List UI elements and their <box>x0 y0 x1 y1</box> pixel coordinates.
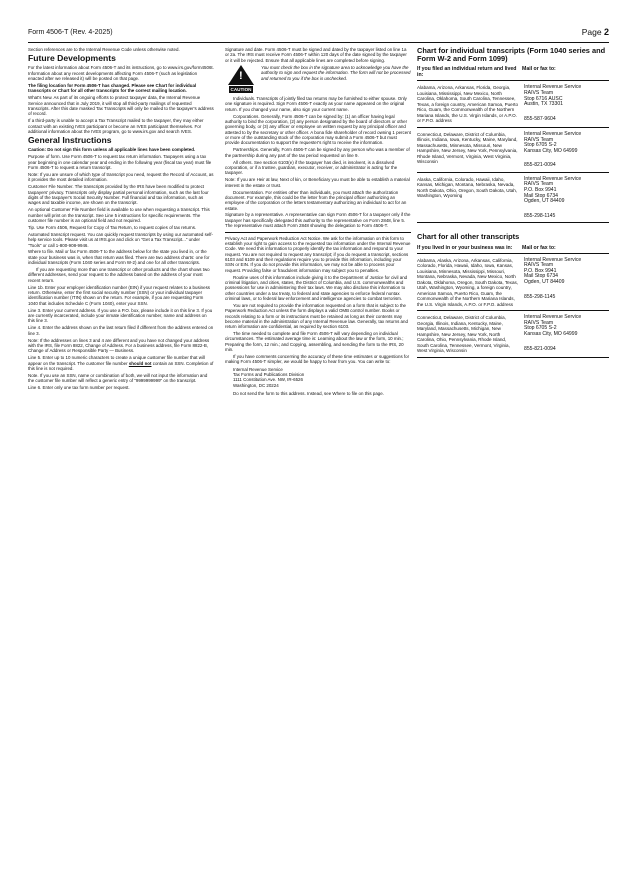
chart-individual-title: Chart for individual transcripts (Form 1040 series and Form W-2 and Form 1099) <box>417 46 606 64</box>
filing-location-note: The filing location for Form 4506-T has changed. Please see Chart for individual transcripts or Chart for all other transcripts for the correct mailing location. <box>28 83 197 94</box>
chart-individual-header <box>417 66 609 81</box>
where-to-file-multiple: If you are requesting more than one transcript or other products and the chart shows two different addresses, send your request to the address based on the address of your most recent return. <box>28 267 210 283</box>
note-address-change: Note: If the addresses on lines 3 and 4 are different and you have not changed your address with the IRS, file Form 8822, Change of Address. For a business address, file Form 8822-B, Change of Address or Responsible Party — Business. <box>28 337 210 354</box>
line-4-paragraph: Line 4. Enter the address shown on the last return filed if different from the address entered on line 3. <box>28 325 214 336</box>
customer-file-number-optional: An optional Customer File Number field is available to use when requesting a transcript. This number will print on the transcript. See Line 5 instructions for specific requirements. The customer file number is an optional field and not required. <box>28 207 210 223</box>
address-line: 1111 Constitution Ave. NW, IR-6526 <box>233 377 303 383</box>
address-line: Internal Revenue Service <box>524 175 582 182</box>
address-line: Ogden, UT 84409 <box>524 198 565 205</box>
intro-text: Section references are to the Internal Revenue Code unless otherwise noted. <box>28 47 180 52</box>
not-required-paragraph: You are not required to provide the information requested on a form that is subject to the Paperwork Reduction Act unless the form displays a valid OMB control number. Books or records relating to a form or its instructions must be retained as long as their contents may become material in the administration of any Internal Revenue law. Generally, tax returns and return information are confidential, as required by section 6103. <box>225 302 408 330</box>
purpose-paragraph: Purpose of form. Use Form 4506-T to request tax return information. Taxpayers using a tax year beginning in one calendar year and ending in the following year (fiscal tax year) must file Form 4506-T to request a return transcript. <box>28 154 212 171</box>
page-word: Page <box>581 27 602 37</box>
address-line: Stop 6705 S-2 <box>524 142 557 149</box>
column-right <box>417 47 609 361</box>
form-id: Form 4506-T (Rev. 4-2025) <box>28 29 113 36</box>
address-line: Kansas City, MO 64999 <box>524 330 578 337</box>
address-line: Ogden, UT 84409 <box>524 279 565 286</box>
states-list: Alaska, California, Colorado, Hawaii, Idaho, Kansas, Michigan, Montana, Nebraska, Nevada, North Dakota, Ohio, Oregon, South Dakota, Utah, Washington, Wyoming <box>417 176 518 199</box>
documentation-paragraph: Documentation. For entities other than individuals, you must attach the authorization document. For example, this could be the letter from the principal officer authorizing an employee of the corporation or the letters testamentary authorizing an individual to act for an estate. <box>225 189 407 211</box>
address-line: Internal Revenue Service <box>524 130 582 137</box>
caution-block <box>225 65 411 93</box>
fax-number: 855-298-1145 <box>524 212 556 219</box>
fax-number: 855-587-9604 <box>524 115 556 122</box>
note-heir: Note: If you are Heir at law, Next of kin, or Beneficiary you must be able to establish a material interest in the estate or trust. <box>225 177 410 188</box>
note-record-of-account: Note: If you are unsure of which type of transcript you need, request the Record of Account, as it provides the most detailed information. <box>28 172 214 183</box>
address-line: Internal Revenue Service <box>233 366 283 372</box>
fax-number: 855-821-0094 <box>524 345 556 352</box>
mail-address <box>520 85 609 124</box>
address-line: Austin, TX 73301 <box>524 101 563 108</box>
chart-other-row <box>417 257 609 312</box>
address-line: P.O. Box 9941 <box>524 267 557 274</box>
line-5-emphasis: should not <box>128 360 152 366</box>
address-line: RAIVS Team <box>524 181 554 188</box>
line-1b-paragraph: Line 1b. Enter your employer identification number (EIN) if your request relates to a business return. Otherwise, enter the first social security number (SSN) or your individual taxpayer identification number (ITIN) shown on the return. For example, if you are requesting Form 1040 that includes Schedule C (Form 1040), enter your SSN. <box>28 284 211 306</box>
page-header <box>28 29 609 41</box>
address-line: Mail Stop 6734 <box>524 192 558 199</box>
chart-other-header <box>417 245 609 254</box>
states-list: Connecticut, Delaware, District of Columbia, Georgia, Illinois, Indiana, Kentucky, Maine, Maryland, Massachusetts, Michigan, New Hampshire, New Jersey, New York, North Carolina, Ohio, Pennsylvania, Rhode Island, South Carolina, Tennessee, Vermont, Virginia, West Virginia, Wisconsin <box>417 315 510 354</box>
page-num: 2 <box>603 27 609 37</box>
mail-address <box>520 258 609 308</box>
caution-label: CAUTION <box>230 87 252 93</box>
future-developments-title: Future Developments <box>28 52 116 63</box>
caution-text: You must check the box in the signature area to acknowledge you have the authority to sign and request the information. The form will not be processed and returned to you if the box is unchecked. <box>261 65 411 81</box>
chart-individual-row <box>417 84 609 128</box>
partnerships-paragraph: Partnerships. Generally, Form 4506-T can be signed by any person who was a member of the partnership during any part of the tax period requested on line 9. <box>225 147 410 158</box>
all-others-paragraph: All others. See section 6103(e) if the taxpayer has died, is insolvent, is a dissolved corporation, or if a trustee, guardian, executor, receiver, or administrator is acting for the taxpayer. <box>225 159 398 176</box>
time-estimate-paragraph: The time needed to complete and file Form 4506-T will vary depending on individual circumstances. The estimated average time is: Learning about the law or the form, 10 min.; Preparing the form, 12 min.; and Copying, assembling, and sending the form to the IRS, 20 min. <box>225 331 404 353</box>
privacy-act-section <box>225 232 411 397</box>
states-list: Connecticut, Delaware, District of Columbia, Illinois, Indiana, Iowa, Kentucky, Maine, Maryland, Massachusetts, Minnesota, Missouri, New Hampshire, New Jersey, New York, Pennsylvania, Rhode Island, Vermont, Virginia, West Virginia, Wisconsin <box>417 131 518 165</box>
chart-individual-row <box>417 131 609 173</box>
page-number <box>582 27 609 37</box>
individuals-paragraph: Individuals. Transcripts of jointly filed tax returns may be furnished to either spouse. Only one signature is required. Sign Form 4506-T exactly as your name appeared on the original return. If you changed your name, also sign your current name. <box>225 96 407 112</box>
signature-representative-paragraph: Signature by a representative. A representative can sign Form 4506-T for a taxpayer only if the taxpayer has specifically delegated this authority to the representative on Form 2848, line 5. The representative must attach Form 2848 showing the delegation to Form 4506-T. <box>225 212 411 229</box>
address-line: RAIVS Team <box>524 136 554 143</box>
do-not-send-paragraph: Do not send the form to this address. Instead, see Where to file on this page. <box>233 391 384 397</box>
where-to-file-paragraph: Where to file. Mail or fax Form 4506-T to the address below for the state you lived in, or the state your business was in, when that return was filed. There are two address charts: one for individual transcripts (Form 1040 series and Form W-2) and one for all other transcripts. <box>28 249 210 266</box>
general-instructions-title: General Instructions <box>28 134 112 145</box>
tip-paragraph: Tip. Use Form 4506, Request for Copy of Tax Return, to request copies of tax returns. <box>28 224 197 230</box>
signature-paragraph: Signature and date. Form 4506-T must be signed and dated by the taxpayer listed on line 1a or 2a. The IRS must receive Form 4506-T within 120 days of the date signed by the taxpayer or it will be rejected. Ensure that all applicable lines are completed before signing. <box>225 47 407 63</box>
chart-other-title: Chart for all other transcripts <box>417 232 520 242</box>
corporations-paragraph: Corporations. Generally, Form 4506-T can be signed by: (1) an officer having legal authority to bind the corporation, (2) any person designated by the board of directors or other governing body, or (3) any officer or employee on written request by any principal officer and attested to by the secretary or other officer. A bona fide shareholder of record owning 1 percent or more of the outstanding stock of the corporation may submit a Form 4506-T but must provide documentation to support the requester's right to receive the information. <box>225 113 411 146</box>
chart-individual-header-mail: Mail or fax to: <box>522 66 556 73</box>
automated-request-paragraph: Automated transcript request. You can quickly request transcripts by using our automated self-help service tools. Please visit us at IRS.gov and click on "Get a Tax Transcript..." under "Tools" or call 1-800-908-9946. <box>28 231 213 248</box>
chart-other-header-mail: Mail or fax to: <box>522 244 556 251</box>
caution-triangle-icon: ! <box>228 65 254 85</box>
fax-number: 855-298-1145 <box>524 293 556 300</box>
line-3-paragraph: Line 3. Enter your current address. If you use a P.O. box, please include it on this line 3. If you are currently incarcerated, include your inmate identification number, name and address on this line 3. <box>28 307 213 324</box>
states-list: Alabama, Arizona, Arkansas, Florida, Georgia, Louisiana, Mississippi, New Mexico, North Carolina, Oklahoma, South Carolina, Tennessee, Texas, a foreign country, American Samoa, Puerto Rico, Guam, the Commonwealth of the Northern Mariana Islands, the U.S. Virgin Islands, or A.P.O. or F.P.O. address <box>417 85 519 124</box>
address-line: Washington, DC 20224 <box>233 382 279 388</box>
address-line: Internal Revenue Service <box>524 84 582 91</box>
routine-uses-paragraph: Routine uses of this information include giving it to the Department of Justice for civil and criminal litigation, and cities, states, the District of Columbia, and U.S. commonwealths and possessions for use in administering their tax laws. We may also disclose this information to other countries under a tax treaty, to federal and state agencies to enforce federal nontax criminal laws, or to federal law enforcement and intelligence agencies to combat terrorism. <box>225 274 408 301</box>
address-line: Kansas City, MO 64999 <box>524 147 578 154</box>
address-line: Internal Revenue Service <box>524 256 582 263</box>
line-6-paragraph: Line 6. Enter only one tax form number per request. <box>28 385 130 391</box>
chart-individual-row <box>417 176 609 224</box>
address-line: P.O. Box 9941 <box>524 187 557 194</box>
address-line: Tax Forms and Publications Division <box>233 372 305 378</box>
states-list: Alabama, Alaska, Arizona, Arkansas, California, Colorado, Florida, Hawaii, Idaho, Iowa, Kansas, Louisiana, Minnesota, Mississippi, Missouri, Montana, Nebraska, Nevada, New Mexico, North Dakota, Oklahoma, Oregon, South Dakota, Texas, Utah, Washington, Wyoming, a foreign country, American Samoa, Puerto Rico, Guam, the Commonwealth of the Northern Mariana Islands, the U.S. Virgin Islands, A.P.O. or F.P.O. address <box>417 257 519 307</box>
fax-number: 855-821-0094 <box>524 162 556 169</box>
comments-address <box>233 367 411 388</box>
address-line: Mail Stop 6734 <box>524 273 558 280</box>
third-party-paragraph: If a third-party is unable to accept a Tax Transcript mailed to the taxpayer, they may either contact with an existing IVES participant or become an IVES participant themselves. For additional information about the IVES program, go to www.irs.gov and search IVES. <box>28 118 204 134</box>
address-line: RAIVS Team <box>524 90 554 96</box>
line-5-text-a: Line 5. Enter up to 10 numeric characters to create a unique customer file number that will appear on the transcript. The customer file number <box>28 355 205 366</box>
mail-address <box>520 177 609 220</box>
mail-address <box>520 132 609 169</box>
privacy-act-paragraph: Privacy Act and Paperwork Reduction Act Notice. We ask for the information on this form to establish your right to gain access to the requested tax information under the Internal Revenue Code. We need this information to properly identify the tax information and respond to your request. You are not required to request any transcript; if you do request a transcript, sections 6103 and 6109 and their regulations require you to provide this information, including your SSN or EIN. If you do not provide this information, we may not be able to process your request. Providing false or fraudulent information may subject you to penalties. <box>225 235 411 273</box>
customer-file-number-paragraph: Customer File Number. The transcripts provided by the IRS have been modified to protect taxpayers' privacy. Transcripts only display partial personal information, such as the last four digits of the taxpayer's Social Security Number. Full financial and tax information, such as wages and taxable income, are shown on the transcript. <box>28 184 209 206</box>
note-ssn: Note. If you use an SSN, name or combination of both, we will not input the information and the customer file number will reflect a generic entry of "9999999999" on the transcript. <box>28 372 208 384</box>
line-5-paragraph <box>28 355 214 371</box>
chart-other-row <box>417 314 609 358</box>
address-line: Stop 6716 AUSC <box>524 95 563 102</box>
caution-badge <box>225 65 257 93</box>
header-rule <box>28 42 609 43</box>
whats-new-paragraph: What's New. As part of its ongoing efforts to protect taxpayer data, the Internal Revenue Service announced that in July 2019, it will stop all third-party mailings of requested transcripts. After this date masked Tax Transcripts will only be mailed to the taxpayer's address of record. <box>28 95 214 117</box>
chart-individual-header-states: If you filed an individual return and lived in: <box>417 66 517 79</box>
chart-other-header-states: If you lived in or your business was in: <box>417 244 513 251</box>
address-line: Internal Revenue Service <box>524 314 582 321</box>
address-line: RAIVS Team <box>524 262 554 269</box>
future-paragraph: For the latest information about Form 4506-T and its instructions, go to www.irs.gov/form4506t. Information about any recent developments affecting Form 4506-T (such as legislation enacted after we released it) will be posted on that page. <box>28 65 214 82</box>
mail-address <box>520 315 609 354</box>
address-line: RAIVS Team <box>524 319 554 326</box>
address-line: Stop 6705 S-2 <box>524 325 557 332</box>
column-left <box>28 47 214 392</box>
column-middle <box>225 47 411 398</box>
line-5-text-b: contain an SSN. Completion of this line is not required. <box>28 360 214 371</box>
comments-paragraph: If you have comments concerning the accuracy of these time estimates or suggestions for making Form 4506-T simpler, we would be happy to hear from you. You can write to: <box>225 354 410 365</box>
caution-line: Caution: Do not sign this form unless all applicable lines have been completed. <box>28 147 196 153</box>
